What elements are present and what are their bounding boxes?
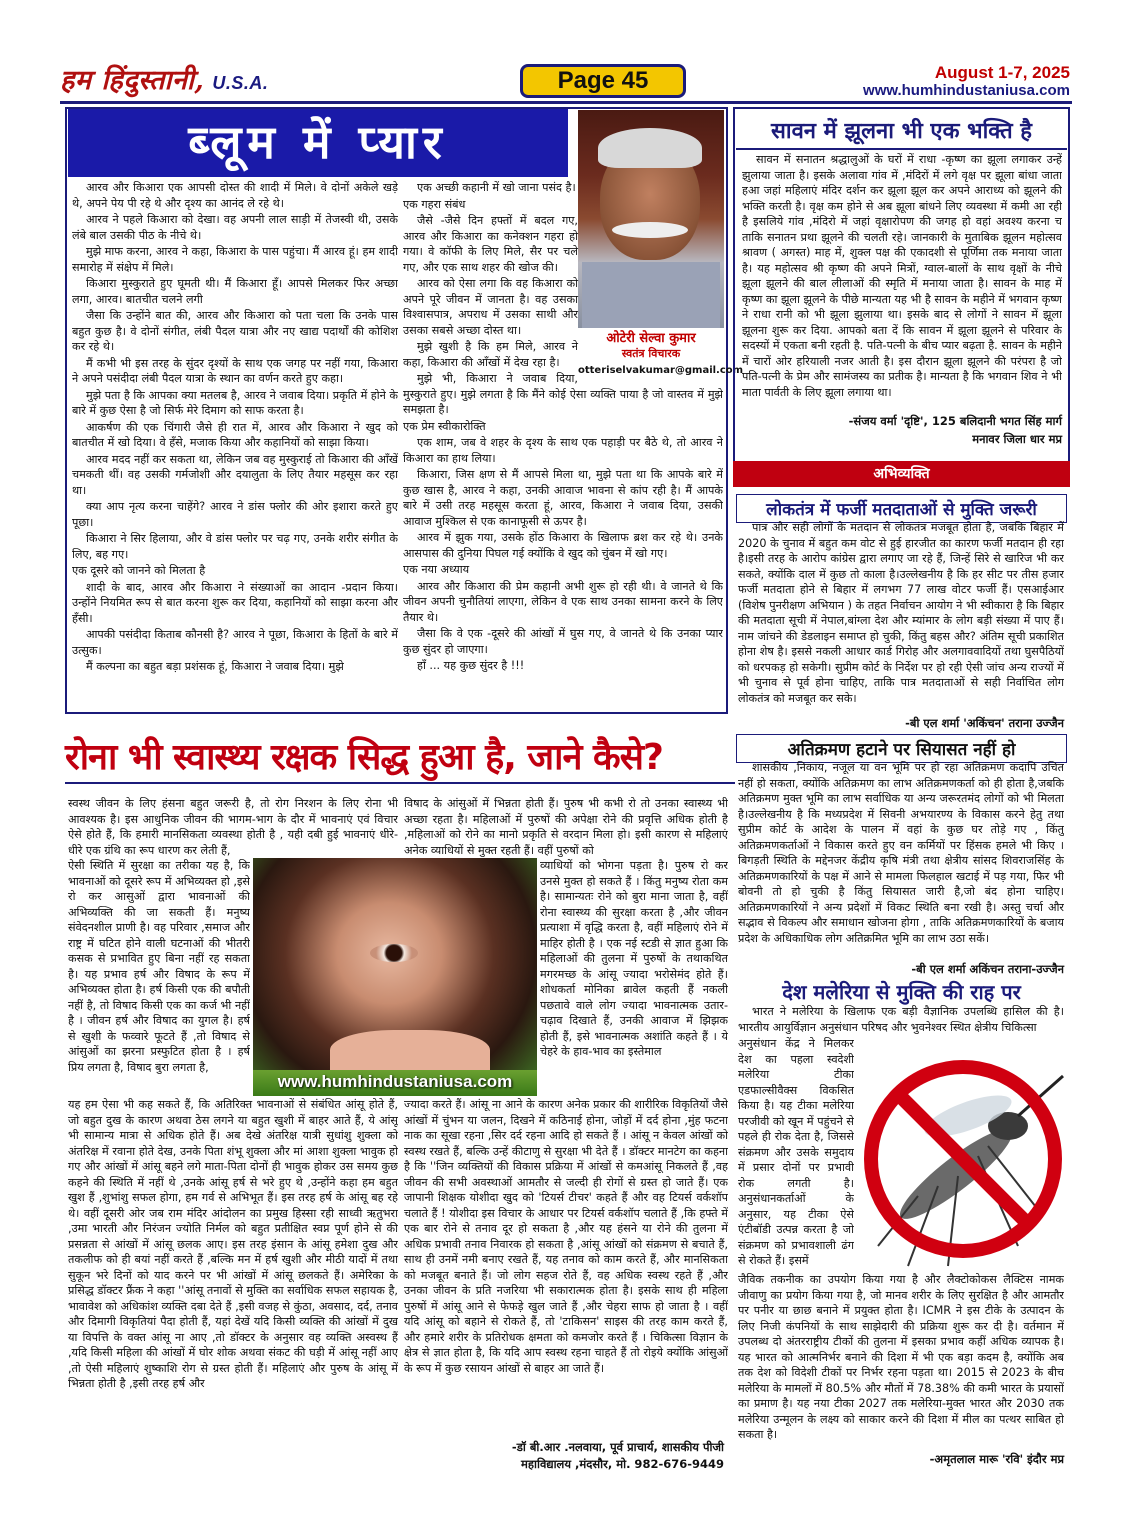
section-tag: अभिव्यक्ति xyxy=(733,461,1070,487)
malaria-lead-text: भारत ने मलेरिया के खिलाफ एक बड़ी वैज्ञानिक उपलब्धि हासिल की है। भारतीय आयुर्विज्ञान अनुसंधान परिषद और भुवनेश्वर स्थित क्षेत्रीय चिकित्सा xyxy=(738,1005,1064,1034)
article-sawan-signature-1: -संजय वर्मा 'दृष्टि', 125 बलिदानी भगत सिंह मार्ग xyxy=(848,414,1062,428)
article-bloom-paragraph: मुझे भी, किआरा ने जवाब दिया, मुस्कुराते हुए। मुझे लगता है कि मैंने कोई ऐसा व्यक्ति पाया है जो वास्तव में मुझे समझता है। xyxy=(403,372,723,416)
article-rona-col1-bottom xyxy=(68,1097,398,1467)
article-bloom-paragraph: एक दूसरे को जानने को मिलता है xyxy=(72,564,206,577)
article-bloom-paragraph: आरव में झुक गया, उसके होंठ किआरा के खिलाफ ब्रश कर रहे थे। उनके आसपास की दुनिया पिघल गई क्योंकि वे खुद को चुंबन में खो गए। xyxy=(403,531,723,560)
article-loktantra-body xyxy=(738,520,1064,718)
article-malaria-lead xyxy=(738,1004,1064,1036)
article-loktantra-signature: -बी एल शर्मा 'अकिंचन' तराना उज्जैन xyxy=(905,716,1064,730)
article-bloom-paragraph: मैं कभी भी इस तरह के सुंदर दृश्यों के साथ एक जगह पर नहीं गया, किआरा ने अपने पसंदीदा लंबी पैदल यात्रा के स्थान का वर्णन करते हुए कहा। xyxy=(72,356,398,385)
article-malaria-wrap xyxy=(738,1036,854,1272)
article-sawan-signature-2: मनावर जिला धार मप्र xyxy=(972,432,1062,446)
mosquito-ban-icon xyxy=(858,1046,1068,1272)
article-loktantra-title: लोकतंत्र में फर्जी मतदाताओं से मुक्ति जरूरी xyxy=(736,494,1067,523)
article-rona-col1-wrap xyxy=(68,858,250,1086)
site-url[interactable]: www.humhindustaniusa.com xyxy=(863,82,1070,99)
article-malaria-rest xyxy=(738,1272,1064,1452)
article-bloom-paragraph: आरव ने पहले किआरा को देखा। वह अपनी लाल साड़ी में तेजस्वी थी, उसके लंबे बाल उसकी पीठ के नीचे थे। xyxy=(72,213,398,242)
article-bloom-col2 xyxy=(403,180,744,708)
article-bloom-paragraph: मुझे पता है कि आपका क्या मतलब है, आरव ने जवाब दिया। प्रकृति में होने के बारे में कुछ ऐसा है जो सिर्फ मेरे दिमाग को साफ करता है। xyxy=(72,388,398,417)
malaria-rest-text: जैविक तकनीक का उपयोग किया गया है और लैक्टोकोकस लैक्टिस नामक जीवाणु का प्रयोग किया गया है, जो मानव शरीर के लिए सुरक्षित है और आमतौर पर पनीर या छाछ बनाने में प्रयुक्त होता है। ICMR ने इस टीके के उत्पादन के लिए निजी कंपनियों के साथ साझेदारी की प्रक्रिया शुरू कर दी है। वर्तमान में उपलब्ध दो अंतरराष्ट्रीय टीकों की तुलना में इसका प्रभाव कहीं अधिक व्यापक है। यह भारत को आत्मनिर्भर बनाने की दिशा में भी एक बड़ा कदम है, क्योंकि अब तक देश को विदेशी टीकों पर निर्भर रहना पड़ता था। 2015 से 2023 के बीच मलेरिया के मामलों में 80.5% और मौतों में 78.38% की कमी भारत के प्रयासों का प्रमाण है। यह नया टीका 2027 तक मलेरिया-मुक्त भारत और 2030 तक मलेरिया उन्मूलन के लक्ष्य को साकार करने की दिशा में मील का पत्थर साबित हो सकता है। xyxy=(738,1273,1064,1441)
atikraman-body-text: शासकीय ,निकाय, नजूल या वन भूमि पर हो रहा अतिक्रमण कदापि उचित नहीं हो सकता, क्योंकि अतिक्रमण का लाभ अतिक्रमणकर्ता को ही होता है,जबकि अतिक्रमण मुक्त भूमि का लाभ सर्वाधिक या अन्य जरूरतमंद लोगों को भी मिलता है।उल्लेखनीय है कि मध्यप्रदेश में सिवनी अभयारण्य के विकास करने हेतु तथा सुप्रीम कोर्ट के आदेश के पालन में वहां के कुछ घर तोड़े गए , किंतु अतिक्रमणकर्ताओं ने विकास करते हुए वन कर्मियों पर हिंसक हमले भी किए । बिगड़ती स्थिति के मद्देनजर केंद्रीय कृषि मंत्री तथा क्षेत्रीय सांसद शिवराजसिंह के अतिक्रमणकारियों के पक्ष में आने से मामला फिलहाल खटाई में पड़ गया, फिर भी बोवनी तो हो चुकी है किंतु सियासत जारी है,जो बंद होना चाहिए। अतिक्रमणकारियों ने अन्य प्रदेशों में विकट स्थिति बना रखी है। अस्तु चर्चा और सद्भाव से विकल्प और समाधान खोजना होगा , ताकि अतिक्रमणकारियों के बजाय प्रदेश के अधिकाधिक लोग अतिक्रमित भूमि का लाभ उठा सकें। xyxy=(738,761,1064,945)
article-bloom-paragraph: आरव और किआरा एक आपसी दोस्त की शादी में मिले। वे दोनों अकेले खड़े थे, अपने पेय पी रहे थे और दृश्य का आनंद ले रहे थे। xyxy=(72,181,398,210)
article-bloom-paragraph: हाँ ... यह कुछ सुंदर है !!! xyxy=(417,659,525,672)
article-rona-rule xyxy=(65,782,735,784)
article-malaria-signature: -अमृतलाल मारू 'रवि' इंदौर मप्र xyxy=(929,1452,1064,1466)
article-bloom-col1 xyxy=(72,180,398,708)
article-bloom-paragraph: एक नया अध्याय xyxy=(403,563,470,576)
rona-col1-bottom-text: यह हम ऐसा भी कह सकते हैं, कि अतिरिक्त भावनाओं से संबंधित आंसू होते हैं, जो बहुत दुख के कारण अथवा ठेस लगने या बहुत खुशी में बाहर आते हैं, ये आंसू भी सामान्य मात्रा से अधिक होते हैं। अब देखे अंतरिक्ष यात्री सुधांशु शुक्ला को अंतरिक्ष में रवाना होते देख, उनके पिता शंभू शुक्ला और मां आशा शुक्ला भावुक हो गए और आंखों में आंसू बहने लगे माता-पिता दोनों ही भावुक होकर उस समय कुछ कहने की स्थिति में नहीं थे ,उनके आंसू हर्ष से भरे हुए थे ,उन्होंने कहा हम बहुत खुश हैं ,शुभांशु सफल होगा, हम गर्व से अभिभूत हैं। इस तरह हर्ष के आंसू बह रहे थे। वहीं दूसरी ओर जब राम मंदिर आंदोलन का प्रमुख हिस्सा रही साध्वी ऋतुभरा ,उमा भारती और निरंजन ज्योति निर्मल को बहुत प्रतीक्षित स्वप्न पूर्ण होने से की प्रसन्नता से आंखों में आंसू छलक आए। इस तरह इंसान के आंसू हमेशा दुख और तकलीफ को ही बयां नहीं करते हैं ,बल्कि मन में हर्ष खुशी और मीठी यादों में तथा सुकून भरे दिनों को याद करने पर भी आंखों में आंसू छलकते हैं। अमेरिका के प्रसिद्ध डॉक्टर फ्रैंक ने कहा ''आंसू तनावों से मुक्ति का सर्वाधिक सफल सहायक है, भावावेश को अधिकांश व्यक्ति दबा देते हैं ,इसी वजह से कुंठा, अवसाद, दर्द, तनाव और दिमागी विकृतियां पैदा होती हैं, यहां देखें यदि किसी व्यक्ति की आंखों में दुख या विपत्ति के वक्त आंसू ना आए ,तो डॉक्टर के अनुसार वह व्यक्ति अस्वस्थ हैं ,यदि किसी महिला की आंखों में घोर शोक अथवा संकट की घड़ी में आंसू नहीं आए ,तो ऐसी महिलाएं शुष्काशि रोग से ग्रस्त होती हैं। महिलाएं और पुरुष के आंसू में भिन्नता होती है ,इसी तरह हर्ष और xyxy=(68,1098,398,1390)
article-bloom-paragraph: आकर्षण की एक चिंगारी जैसे ही रात में, आरव और किआरा ने खुद को बातचीत में खो दिया। वे हँसे, मजाक किया और कहानियों को साझा किया। xyxy=(72,420,398,449)
article-atikraman-title: अतिक्रमण हटाने पर सियासत नहीं हो xyxy=(736,734,1067,763)
rona-col2-bottom-text: ज्यादा करते हैं। आंसू ना आने के कारण अनेक प्रकार की शारीरिक विकृतियों जैसे आंखों में चुंभन या जलन, दिखने में कठिनाई होना, जोड़ों में दर्द होना ,मुंह फटना नाक का सूखा रहना ,सिर दर्द रहना आदि हो सकते हैं । आंसू न केवल आंखों को स्वस्थ रखते हैं, बल्कि उन्हें कीटाणु से सुरक्षा भी देते हैं । डॉक्टर मानटेग का कहना है कि ''जिन व्यक्तियों की विकास प्रक्रिया में आंखों से कमआंसू निकलते हैं ,वह जीवन की सभी अवस्थाओं आमतौर से जल्दी ही रोगों से ग्रस्त हो जाते हैं। एक जापानी शिक्षक योशीदा खुद को 'टियर्स टीचर' कहते हैं और वह टियर्स वर्कशॉप चलाते हैं ! योशीदा इस विचार के आधार पर टियर्स वर्कशॉप चलाते हैं ,कि हफ्ते में एक बार रोने से तनाव दूर हो सकता है ,और यह हंसने या रोने की तुलना में अधिक प्रभावी तनाव निवारक हो सकता है ,आंसू आंखों को संक्रमण से बचाते हैं, साथ ही उनमें नमी बनाए रखते हैं, यह तनाव को काम करते हैं, और मानसिकता को मजबूत बनाते हैं। जो लोग सहज रोते हैं, वह अधिक स्वस्थ रहते हैं ,और उनका जीवन के प्रति नजरिया भी सकारात्मक होता है। इसके साथ ही महिला पुरुषों में आंसू आने से फेफड़े खुल जाते हैं ,और चेहरा साफ हो जाता है । वहीं यदि आंसू को बहाने से रोकते हैं, तो 'टाकिसन' साइस की तरह काम करते हैं, और हमारे शरीर के प्रतिरोधक क्षमता को कमजोर करते हैं । चिकित्सा विज्ञान के क्षेत्र से ज्ञात होता है, कि यदि आप स्वस्थ रहना चाहते हैं तो रोइये क्योंकि आंसुओं के रूप में कुछ रसायन आंखों से बाहर आ जाते हैं। xyxy=(404,1098,728,1375)
image-watermark-url: www.humhindustaniusa.com xyxy=(277,1072,513,1091)
article-bloom-paragraph: आपकी पसंदीदा किताब कौनसी है? आरव ने पूछा, किआरा के हितों के बारे में उत्सुक। xyxy=(72,628,398,657)
crying-woman-eye xyxy=(370,944,418,962)
author-role: स्वतंत्र विचारक xyxy=(621,347,681,360)
rona-col2-wrap-text: व्याधियों को भोगना पड़ता है। पुरुष रो कर उनसे मुक्त हो सकते हैं । किंतु मनुष्य रोता कम है। सामान्यतः रोने को बुरा माना जाता है, वहीं रोना स्वास्थ्य की सुरक्षा करता है ,और जीवन प्रत्याशा में वृद्धि करता है, वहीं महिलाएं रोने में माहिर होती है । एक नई स्टडी से ज्ञात हुआ कि महिलाओं की तुलना में पुरुषों के तथाकथित मगरमच्छ के आंसू ज्यादा भरोसेमंद होते हैं। शोधकर्ता मोनिका ब्रावेल कहती हैं नकली पछतावे वाले लोग ज्यादा भावनात्मक उतार-चढ़ाव दिखाते हैं, उनकी आवाज में झिझक होती हैं, इसे भावनात्मक अशांति कहते हैं । ये चेहरे के हाव-भाव का इस्तेमाल xyxy=(540,859,728,1058)
article-bloom-paragraph: एक गहरा संबंध xyxy=(403,197,466,211)
article-sawan-body xyxy=(742,152,1062,412)
header-rule xyxy=(60,101,1072,104)
article-sawan-title: सावन में झूलना भी एक भक्ति है xyxy=(771,119,1032,144)
malaria-wrap-text: अनुसंधान केंद्र ने मिलकर देश का पहला स्वदेशी मलेरिया टीका एडफाल्सीवैक्स विकसित किया है। यह टीका मलेरिया परजीवी को खून में पहुंचने से पहले ही रोक देता है, जिससे संक्रमण और उसके समुदाय में प्रसार दोनों पर प्रभावी रोक लगती है। अनुसंधानकर्ताओं के अनुसार, यह टीका ऐसे एंटीबॉडी उत्पन्न करता है जो संक्रमण को प्रभावशाली ढंग से रोकते हैं। इसमें xyxy=(738,1037,854,1267)
article-bloom-paragraph: जैसे -जैसे दिन हफ्तों में बदल गए, आरव और किआरा का कनेक्शन गहरा हो गया। वे कॉफी के लिए मिले, सैर पर चले गए, और एक साथ शहर की खोज की। xyxy=(403,214,578,274)
article-bloom-paragraph: आरव और किआरा की प्रेम कहानी अभी शुरू हो रही थी। वे जानते थे कि जीवन अपनी चुनौतियां लाएगा, लेकिन वे एक साथ उनका सामना करने के लिए तैयार थे। xyxy=(403,579,723,624)
article-atikraman-body xyxy=(738,760,1064,964)
article-bloom-paragraph: मुझे माफ करना, आरव ने कहा, किआरा के पास पहुंचा। मैं आरव हूं। हम शादी समारोह में संक्षेप में मिले। xyxy=(72,245,398,274)
article-bloom-paragraph: एक अच्छी कहानी में खो जाना पसंद है। xyxy=(417,181,576,194)
article-bloom-paragraph: एक शाम, जब वे शहर के दृश्य के साथ एक पहाड़ी पर बैठे थे, तो आरव ने किआरा का हाथ लिया। xyxy=(403,436,723,465)
article-bloom-paragraph: किआरा मुस्कुराते हुए घूमती थी। मैं किआरा हूँ। आपसे मिलकर फिर अच्छा लगा, आरव। बातचीत चलने लगी xyxy=(72,277,398,306)
loktantra-body-text: पात्र और सही लोगों के मतदान से लोकतंत्र मजबूत होता है, जबकि बिहार में 2020 के चुनाव में बहुत कम वोट से हुई हारजीत का कारण फर्जी मतदान ही रहा है।इसी तरह के आरोप कांग्रेस द्वारा लगाए जा रहे हैं, जिन्हें सिरे से खारिज भी कर सकते, क्योंकि दाल में कुछ तो काला है।उल्लेखनीय है कि हर सीट पर तीस हजार फर्जी मतदाता होने से बिहार में लगभग 77 लाख वोटर फर्जी हैं। एसआईआर (विशेष पुनरीक्षण अभियान ) के तहत निर्वाचन आयोग ने भी स्वीकारा है कि बिहार की मतदाता सूची में नेपाल,बांग्ला देश और म्यांमार के लोग बड़ी संख्या में पाए हैं। नाम जांचने की डेडलाइन समाप्त हो चुकी, किंतु बहस और? अंतिम सूची प्रकाशित होना शेष है। इससे नकली आधार कार्ड गिरोह और अलगाववादियों तथा घुसपैठियों को धरपकड़ हो सकेगी। सुप्रीम कोर्ट के निर्देश पर हो रही ऐसी जांच अन्य राज्यों में भी चुनाव से पूर्व होना चाहिए, ताकि पात्र मतदाताओं से सही निर्वाचित लोग लोकतंत्र को मजबूत कर सके। xyxy=(738,521,1064,705)
article-bloom-title: ब्लूम में प्यार xyxy=(188,115,448,169)
article-bloom-paragraph: किआरा, जिस क्षण से मैं आपसे मिला था, मुझे पता था कि आपके बारे में कुछ खास है, आरव ने कहा, उनकी आवाज भावना से कांप रही है। मैं आपके बारे में उसी तरह महसूस करता हूं, आरव, किआरा ने जवाब दिया, उसकी आवाज मुश्किल से एक कानाफूसी से ऊपर है। xyxy=(403,468,723,528)
article-bloom-paragraph: शादी के बाद, आरव और किआरा ने संख्याओं का आदान -प्रदान किया। उन्होंने नियमित रूप से बात करना शुरू कर दिया, कहानियों को साझा करना और हँसी। xyxy=(72,580,398,625)
article-rona-signature-1: -डॉ बी.आर .नलवाया, पूर्व प्राचार्य, शासकीय पीजी xyxy=(511,1440,724,1454)
article-bloom-paragraph: क्या आप नृत्य करना चाहेंगे? आरव ने डांस फ्लोर की ओर इशारा करते हुए पूछा। xyxy=(72,500,398,529)
article-bloom-paragraph: जैसा कि वे एक -दूसरे की आंखों में घुस गए, वे जानते थे कि उनका प्यार कुछ सुंदर हो जाएगा। xyxy=(403,627,723,656)
author-photo-hair xyxy=(598,128,702,168)
masthead-logo: हम हिंदुस्तानी, U.S.A. xyxy=(60,65,269,96)
author-email[interactable]: otteriselvakumar@gmail.com xyxy=(578,365,744,376)
article-bloom-paragraph: किआरा ने सिर हिलाया, और वे डांस फ्लोर पर चढ़ गए, उनके शरीर संगीत के लिए, बह गए। xyxy=(72,532,398,561)
article-rona-col2-bottom xyxy=(404,1097,728,1437)
article-malaria-title: देश मलेरिया से मुक्ति की राह पर xyxy=(782,980,1021,1004)
photo-wrap-spacer xyxy=(578,180,744,380)
article-bloom-paragraph: आरव मदद नहीं कर सकता था, लेकिन जब वह मुस्कुराई तो किआरा की आँखें चमकती थीं। वह उसकी गर्मजोशी और दयालुता के लिए तैयार महसूस कर रहा था। xyxy=(72,452,398,497)
rona-col1-wrap-text: ऐसी स्थिति में सुरक्षा का तरीका यह है, कि भावनाओं को दूसरे रूप में अभिव्यक्त हो ,इसे रो कर आसुओं द्वारा भावनाओं की अभिव्यक्ति की जा सकती हैं। मनुष्य संवेदनशील प्राणी है। वह परिवार ,समाज और राष्ट्र में घटित होने वाली घटनाओं की भीतरी कसक से प्रभावित हुए बिना नहीं रह सकता है। यह प्रभाव हर्ष और विषाद के रूप में अभिव्यक्त होता है। हर्ष किसी एक की बपौती नहीं है, तो विषाद किसी एक का कर्ज भी नहीं है । जीवन हर्ष और विषाद का युगल है। हर्ष से खुशी के फव्वारे फूटते हैं ,तो विषाद से आंसुओं का झरना प्रस्फुटित होता है । हर्ष प्रिय लगता है, विषाद बुरा लगता है, xyxy=(68,859,250,1074)
article-bloom-paragraph: जैसा कि उन्होंने बात की, आरव और किआरा को पता चला कि उनके पास बहुत कुछ है। वे दोनों संगीत, लंबी पैदल यात्रा और नए खाद्य पदार्थों की कोशिश कर रहे थे। xyxy=(72,309,398,353)
page-number: Page 45 xyxy=(520,64,686,98)
article-rona-title: रोना भी स्वास्थ्य रक्षक सिद्ध हुआ है, जाने कैसे? xyxy=(65,737,663,778)
article-bloom-paragraph: मुझे खुशी है कि हम मिले, आरव ने कहा, किआरा की आँखों में देख रहा है। xyxy=(403,340,578,369)
article-bloom-paragraph: मैं कल्पना का बहुत बड़ा प्रशंसक हूं, किआरा ने जवाब दिया। मुझे xyxy=(86,660,344,673)
rona-col1-top-text: स्वस्थ जीवन के लिए हंसना बहुत जरूरी है, तो रोग निरशन के लिए रोना भी आवश्यक है। इस आधुनिक जीवन की भागम-भाग के दौर में भावनाएं एवं विचार ऐसे होते हैं, कि हमारी मानसिकता व्यवस्था होती है , यही दबी हुई भावनाएं धीरे-धीरे एक ग्रंथि का रूप धारण कर लेती हैं, xyxy=(68,797,398,857)
article-rona-col2-top xyxy=(404,796,728,858)
issue-date: August 1-7, 2025 xyxy=(934,63,1070,82)
article-atikraman-signature: -बी एल शर्मा अकिंचन तराना-उज्जैन xyxy=(911,962,1064,976)
article-bloom-paragraph: आरव को ऐसा लगा कि वह किआरा को अपने पूरे जीवन में जानता है। वह उसका विश्वासपात्र, अपराध में उसका साथी और उसका सबसे अच्छा दोस्त था। xyxy=(403,277,578,337)
sawan-title-rule xyxy=(736,148,1067,150)
sawan-body-text: सावन में सनातन श्रद्धालुओं के घरों में राधा -कृष्ण का झूला लगाकर उन्हें झुलाया जाता है। इसके अलावा गांव में ,मंदिरों में लगे वृक्ष पर झूला बांधा जाता हआ जहां महिलाएं मंदिर दर्शन कर झूला झूल कर अपने आराध्य को झूलने की भक्ति करती है। वृक्ष कम होने से अब झूला बांधने लिए व्यवस्था में कमी आ रही है इसलिये गांव ,मंदिरो में जहां वृक्षारोपण की जगह हो वहां अवश्य करना च ताकि सनातन प्रथा झूलने की चलती रहे। जानकारी के मुताबिक झूलन महोत्सव श्रावण ( अगस्त) माह में, शुक्ल पक्ष की एकादशी से पूर्णिमा तक मनाया जाता है। यह महोत्सव श्री कृष्ण की अपने मित्रों, ग्वाल-बालों के साथ वृक्षों के नीचे झूला झूलने की बाल लीलाओं की स्मृति में मनाया जाता है। सावन के माह में कृष्ण का झूला झूलने के पीछे मान्यता यह भी है सावन के महीने में भगवान कृष्ण ने राधा रानी को भी झूला झुलाया था। इसके बाद से लोगों ने सावन में झूला झूलना शुरू कर दिया. आपको बता दें कि सावन में झूला झूलने से परिवार के सदस्यों में एकता बनी रहती है. पति-पत्नी के बीच प्यार बढ़ता है. सावन के महीने में चारों ओर हरियाली नजर आती है। इस दौरान झूला झूलने की परंपरा है जो पति-पत्नी के प्रेम और सामंजस्य का प्रतीक है। मान्यता है कि भगवान शिव ने भी माता पार्वती के लिए झूला लगाया था। xyxy=(742,153,1062,399)
author-name: ओटेरी सेल्वा कुमार xyxy=(606,331,696,346)
article-rona-col2-wrap xyxy=(540,858,728,1096)
rona-col2-top-text: विषाद के आंसुओं में भिन्नता होती हैं। पुरुष भी कभी रो तो उनका स्वास्थ्य भी अच्छा रहता है। महिलाओं में पुरुषों की अपेक्षा रोने की प्रवृत्ति अधिक होती है ,महिलाओं को रोने का मानो प्रकृति से वरदान मिला हो। इसी कारण से महिलाएं अनेक व्याधियों से मुक्त रहती हैं। वहीं पुरुषों को xyxy=(404,797,728,857)
article-bloom-paragraph: एक प्रेम स्वीकारोक्ति xyxy=(403,419,486,433)
article-rona-signature-2: महाविद्यालय ,मंदसौर, मो. 982-676-9449 xyxy=(521,1457,724,1471)
article-rona-col1-top xyxy=(68,796,398,858)
